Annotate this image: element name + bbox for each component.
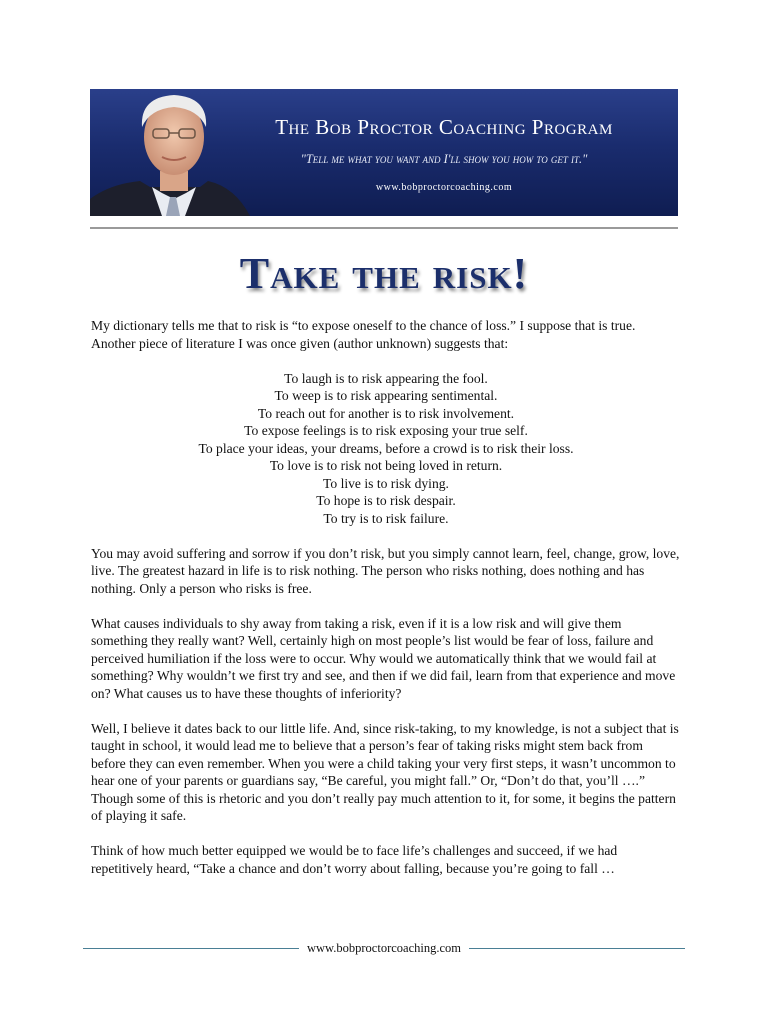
- footer: [83, 938, 685, 958]
- intro-paragraph: My dictionary tells me that to risk is “to expose oneself to the chance of loss.” I suppose that is true. Another piece of literature I was once given (author unknown) suggests that:: [91, 318, 636, 351]
- poem-line: To love is to risk not being loved in return.: [269, 458, 503, 473]
- poem-line: To try is to risk failure.: [323, 510, 449, 526]
- banner-title: The Bob Proctor Coaching Program: [275, 115, 613, 139]
- poem-line: To weep is to risk appearing sentimental.: [274, 388, 498, 403]
- article-body: [91, 317, 681, 895]
- header-banner: [90, 89, 678, 216]
- body-paragraph: What causes individuals to shy away from taking a risk, even if it is a low risk and will give them something they really want? Well, certainly high on most people’s list would be fear of loss, failure and perceived humiliation if the loss were to occur. Why would we automatically think that we would fail at something? Why wouldn’t we first try and see, and then if we did fail, learn from that experience and move on? What causes us to have these thoughts of inferiority?: [91, 615, 676, 701]
- page-title: Take the risk!: [239, 249, 529, 298]
- poem: [91, 370, 681, 528]
- footer-url: www.bobproctorcoaching.com: [307, 940, 462, 955]
- banner-url: www.bobproctorcoaching.com: [375, 182, 513, 193]
- banner-tagline: "Tell me what you want and I'll show you how to get it.": [300, 152, 588, 166]
- body-paragraph: You may avoid suffering and sorrow if you don’t risk, but you simply cannot learn, feel, change, grow, love, live. The greatest hazard in life is to risk nothing. The person who risks nothing, does nothing and has nothing. Only a person who risks is free.: [91, 545, 680, 596]
- poem-line: To laugh is to risk appearing the fool.: [284, 370, 488, 386]
- poem-line: To expose feelings is to risk exposing your true self.: [244, 423, 528, 438]
- body-paragraph: Think of how much better equipped we would be to face life’s challenges and succeed, if we had repetitively heard, “Take a chance and don’t worry about falling, because you’re going to fall …: [91, 843, 618, 876]
- poem-line: To hope is to risk despair.: [316, 493, 456, 508]
- footer-rule-left: [83, 948, 299, 949]
- footer-rule-right: [469, 948, 685, 949]
- body-paragraph: Well, I believe it dates back to our little life. And, since risk-taking, to my knowledge, is not a subject that is taught in school, it would lead me to believe that a person’s fear of taking risks might stem back from before they can even remember. When you were a child taking your very first steps, it wasn’t uncommon to hear one of your parents or guardians say, “Be careful, you might fall.” Or, “Don’t do that, you’ll ….” Though some of this is rhetoric and you don’t really pay much attention to it, for some, it begins the pattern of playing it safe.: [91, 720, 679, 823]
- header-divider: [90, 227, 678, 229]
- poem-line: To reach out for another is to risk involvement.: [257, 405, 515, 421]
- poem-line: To place your ideas, your dreams, before a crowd is to risk their loss.: [198, 440, 574, 456]
- poem-line: To live is to risk dying.: [323, 475, 449, 491]
